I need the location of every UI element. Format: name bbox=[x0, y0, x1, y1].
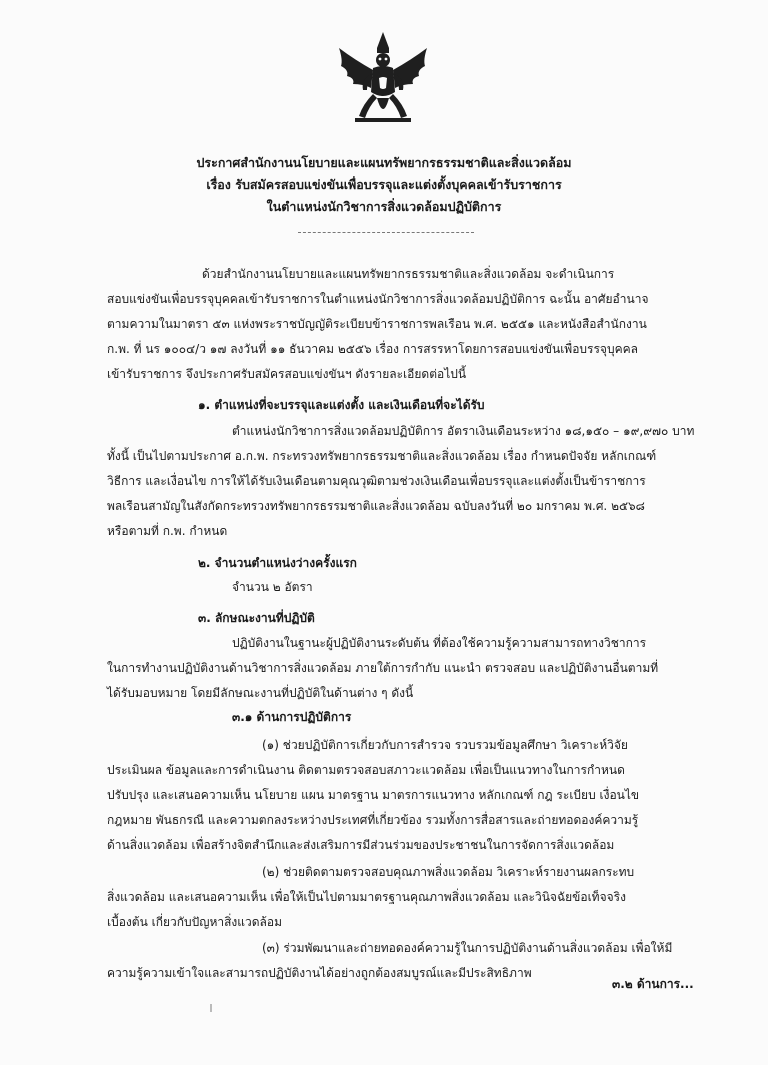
section-1-line: พลเรือนสามัญในสังกัดกระทรวงทรัพยากรธรรมชาติและสิ่งแวดล้อม ฉบับลงวันที่ ๒๐ มกราคม พ.ศ. ๒๕๖๘ bbox=[107, 499, 645, 513]
announcement-title: ประกาศสำนักงานนโยบายและแผนทรัพยากรธรรมชาติและสิ่งแวดล้อม bbox=[196, 155, 572, 170]
intro-line: สอบแข่งขันเพื่อบรรจุบุคคลเข้ารับราชการในตำแหน่งนักวิชาการสิ่งแวดล้อมปฏิบัติการ ฉะนั้น อาศัยอำนาจ bbox=[107, 292, 649, 306]
header-divider bbox=[298, 232, 474, 233]
section-1-line: วิธีการ และเงื่อนไข การให้ได้รับเงินเดือนตามคุณวุฒิตามช่วงเงินเดือนเพื่อบรรจุและแต่งตั้งเป็นข้าราชการ bbox=[107, 474, 646, 488]
item-1-line: ด้านสิ่งแวดล้อม เพื่อสร้างจิตสำนึกและส่งเสริมการมีส่วนร่วมของประชาชนในการจัดการสิ่งแวดล้อม bbox=[107, 838, 615, 852]
intro-line: เข้ารับราชการ จึงประกาศรับสมัครสอบแข่งขันฯ ดังรายละเอียดต่อไปนี้ bbox=[107, 367, 467, 381]
section-1-heading: ๑. ตำแหน่งที่จะบรรจุและแต่งตั้ง และเงินเดือนที่จะได้รับ bbox=[198, 398, 485, 412]
announcement-position: ในตำแหน่งนักวิชาการสิ่งแวดล้อมปฏิบัติการ bbox=[266, 199, 502, 214]
item-1-line: ปรับปรุง และเสนอความเห็น นโยบาย แผน มาตรฐาน มาตรการแนวทาง หลักเกณฑ์ กฎ ระเบียบ เงื่อนไข bbox=[107, 788, 640, 802]
intro-line: ก.พ. ที่ นร ๑๐๐๔/ว ๑๗ ลงวันที่ ๑๑ ธันวาคม ๒๕๕๖ เรื่อง การสรรหาโดยการสอบแข่งขันเพื่อบรรจุบุคคล bbox=[107, 342, 638, 356]
scan-mark bbox=[210, 1004, 212, 1012]
section-2-line: จำนวน ๒ อัตรา bbox=[232, 580, 313, 594]
section-3-line: ในการทำงานปฏิบัติงานด้านวิชาการสิ่งแวดล้อม ภายใต้การกำกับ แนะนำ ตรวจสอบ และปฏิบัติงานอื่นตามที่ bbox=[107, 661, 659, 675]
section-1-line: หรือตามที่ ก.พ. กำหนด bbox=[107, 524, 228, 538]
section-3-line: ปฏิบัติงานในฐานะผู้ปฏิบัติงานระดับต้น ที่ต้องใช้ความรู้ความสามารถทางวิชาการ bbox=[232, 636, 647, 650]
item-1-line: กฎหมาย พันธกรณี และความตกลงระหว่างประเทศที่เกี่ยวข้อง รวมทั้งการสื่อสารและถ่ายทอดองค์ความรู้ bbox=[107, 813, 639, 827]
section-3-line: ได้รับมอบหมาย โดยมีลักษณะงานที่ปฏิบัติในด้านต่าง ๆ ดังนี้ bbox=[107, 686, 414, 700]
announcement-subject: เรื่อง รับสมัครสอบแข่งขันเพื่อบรรจุและแต่งตั้งบุคคลเข้ารับราชการ bbox=[206, 177, 562, 192]
item-2-line: เบื้องต้น เกี่ยวกับปัญหาสิ่งแวดล้อม bbox=[107, 915, 283, 929]
item-3-line: (๓) ร่วมพัฒนาและถ่ายทอดองค์ความรู้ในการปฏิบัติงานด้านสิ่งแวดล้อม เพื่อให้มี bbox=[262, 941, 673, 955]
section-1-line: ตำแหน่งนักวิชาการสิ่งแวดล้อมปฏิบัติการ อัตราเงินเดือนระหว่าง ๑๘,๑๕๐ – ๑๙,๙๗๐ บาท bbox=[232, 424, 695, 438]
item-2-line: (๒) ช่วยติดตามตรวจสอบคุณภาพสิ่งแวดล้อม วิเคราะห์รายงานผลกระทบ bbox=[262, 865, 635, 879]
intro-line: ด้วยสำนักงานนโยบายและแผนทรัพยากรธรรมชาติและสิ่งแวดล้อม จะดำเนินการ bbox=[202, 267, 615, 281]
item-2-line: สิ่งแวดล้อม และเสนอความเห็น เพื่อให้เป็นไปตามมาตรฐานคุณภาพสิ่งแวดล้อม และวินิจฉัยข้อเท็จจริง bbox=[107, 890, 626, 904]
section-1-line: ทั้งนี้ เป็นไปตามประกาศ อ.ก.พ. กระทรวงทรัพยากรธรรมชาติและสิ่งแวดล้อม เรื่อง กำหนดปัจจัย หลักเกณฑ์ bbox=[107, 449, 657, 463]
item-3-line: ความรู้ความเข้าใจและสามารถปฏิบัติงานได้อย่างถูกต้องสมบูรณ์และมีประสิทธิภาพ bbox=[107, 966, 532, 980]
section-3-heading: ๓. ลักษณะงานที่ปฏิบัติ bbox=[198, 611, 315, 625]
section-2-heading: ๒. จำนวนตำแหน่งว่างครั้งแรก bbox=[198, 556, 357, 570]
intro-line: ตามความในมาตรา ๕๓ แห่งพระราชบัญญัติระเบียบข้าราชการพลเรือน พ.ศ. ๒๕๕๑ และหนังสือสำนักงาน bbox=[107, 317, 647, 331]
item-1-line: ประเมินผล ข้อมูลและการดำเนินงาน ติดตามตรวจสอบสภาวะแวดล้อม เพื่อเป็นแนวทางในการกำหนด bbox=[107, 763, 625, 777]
garuda-emblem-icon bbox=[333, 30, 433, 128]
continued-next-page: ๓.๒ ด้านการ... bbox=[612, 977, 694, 991]
item-1-line: (๑) ช่วยปฏิบัติการเกี่ยวกับการสำรวจ รวบรวมข้อมูลศึกษา วิเคราะห์วิจัย bbox=[262, 738, 628, 752]
section-3-1-heading: ๓.๑ ด้านการปฏิบัติการ bbox=[232, 710, 352, 724]
